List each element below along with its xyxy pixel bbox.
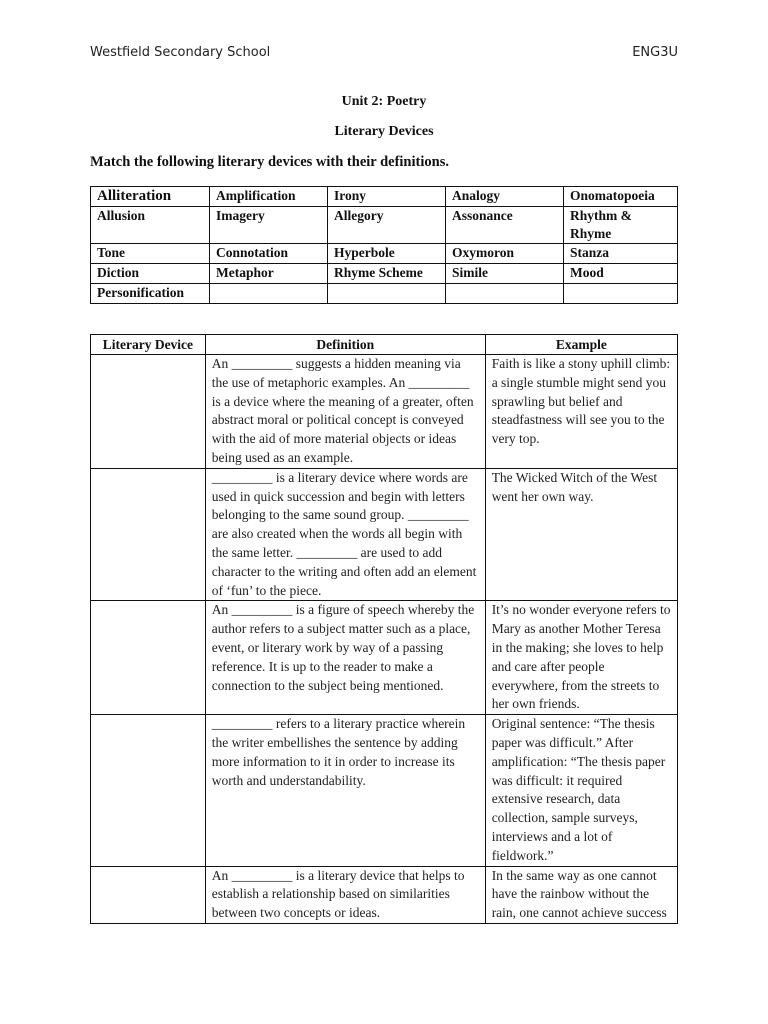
example-cell: Faith is like a stony uphill climb: a single stumble might send you sprawling but belief and steadfastness will see you to the very top.: [485, 355, 677, 469]
word-bank-row: [91, 187, 678, 207]
word-bank-cell: Oxymoron: [446, 244, 564, 264]
word-bank-row: [91, 264, 678, 284]
word-bank-cell: [564, 284, 678, 304]
table-row: [91, 355, 678, 469]
word-bank-cell: [446, 284, 564, 304]
example-cell: Original sentence: “The thesis paper was difficult.” After amplification: “The thesis paper was difficult: it required extensive research, data collection, sample surveys, interviews and a lot of fieldwork.”: [485, 715, 677, 866]
column-header-definition: Definition: [205, 335, 485, 355]
word-bank-cell: Amplification: [210, 187, 328, 207]
word-bank-cell: [328, 284, 446, 304]
definitions-table: [90, 334, 678, 924]
device-answer-cell[interactable]: [91, 468, 206, 601]
definition-cell: _________ refers to a literary practice wherein the writer embellishes the sentence by adding more information to it in order to increase its worth and understandability.: [205, 715, 485, 866]
word-bank-cell: Rhyme Scheme: [328, 264, 446, 284]
word-bank-cell: Simile: [446, 264, 564, 284]
word-bank-cell: Imagery: [210, 207, 328, 244]
device-answer-cell[interactable]: [91, 601, 206, 715]
word-bank-cell: Personification: [91, 284, 210, 304]
example-cell: In the same way as one cannot have the rainbow without the rain, one cannot achieve success: [485, 866, 677, 923]
word-bank-cell: [210, 284, 328, 304]
word-bank-row: [91, 244, 678, 264]
word-bank-cell: Tone: [91, 244, 210, 264]
word-bank-row: [91, 207, 678, 244]
word-bank-cell: Irony: [328, 187, 446, 207]
table-row: [91, 715, 678, 866]
column-header-example: Example: [485, 335, 677, 355]
definition-cell: An _________ suggests a hidden meaning via the use of metaphoric examples. An _________ is a device where the meaning of a greater, often abstract moral or political concept is conveyed with the aid of more material objects or ideas being used as an example.: [205, 355, 485, 469]
word-bank-table: [90, 186, 678, 304]
definitions-header-row: [91, 335, 678, 355]
word-bank-cell: Hyperbole: [328, 244, 446, 264]
definition-cell: An _________ is a literary device that helps to establish a relationship based on similarities between two concepts or ideas.: [205, 866, 485, 923]
device-answer-cell[interactable]: [91, 355, 206, 469]
word-bank-cell: Diction: [91, 264, 210, 284]
table-row: [91, 866, 678, 923]
column-header-device: Literary Device: [91, 335, 206, 355]
definition-cell: An _________ is a figure of speech whereby the author refers to a subject matter such as a place, event, or literary work by way of a passing reference. It is up to the reader to make a connection to the subject being mentioned.: [205, 601, 485, 715]
instruction-text: Match the following literary devices with their definitions.: [90, 154, 449, 170]
page-header: [90, 45, 678, 60]
word-bank-cell: Allegory: [328, 207, 446, 244]
example-cell: The Wicked Witch of the West went her own way.: [485, 468, 677, 601]
word-bank-cell: Rhythm & Rhyme: [564, 207, 678, 244]
table-row: [91, 601, 678, 715]
section-subtitle: Literary Devices: [334, 124, 434, 139]
word-bank-cell: Connotation: [210, 244, 328, 264]
word-bank-cell: Assonance: [446, 207, 564, 244]
course-code: ENG3U: [632, 45, 678, 60]
word-bank-cell: Mood: [564, 264, 678, 284]
word-bank-cell: Alliteration: [91, 187, 210, 207]
word-bank-cell: Metaphor: [210, 264, 328, 284]
word-bank-cell: Stanza: [564, 244, 678, 264]
definition-cell: _________ is a literary device where words are used in quick succession and begin with letters belonging to the same sound group. _________ are also created when the words all begin with the same letter. _________ are used to add character to the writing and often add an element of ‘fun’ to the piece.: [205, 468, 485, 601]
word-bank-cell: Onomatopoeia: [564, 187, 678, 207]
example-cell: It’s no wonder everyone refers to Mary as another Mother Teresa in the making; she loves to help and care after people everywhere, from the streets to her own friends.: [485, 601, 677, 715]
word-bank-row: [91, 284, 678, 304]
device-answer-cell[interactable]: [91, 866, 206, 923]
table-row: [91, 468, 678, 601]
word-bank-cell: Analogy: [446, 187, 564, 207]
school-name: Westfield Secondary School: [90, 45, 271, 60]
device-answer-cell[interactable]: [91, 715, 206, 866]
unit-title: Unit 2: Poetry: [341, 94, 427, 109]
word-bank-cell: Allusion: [91, 207, 210, 244]
